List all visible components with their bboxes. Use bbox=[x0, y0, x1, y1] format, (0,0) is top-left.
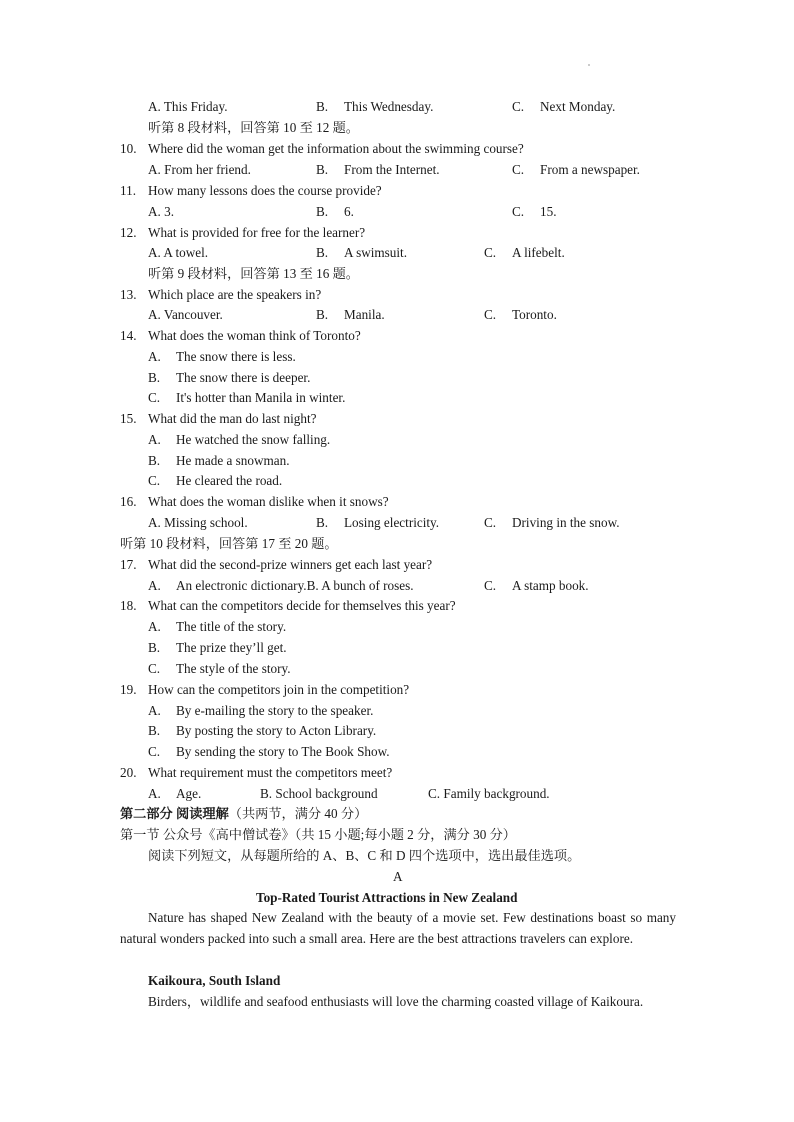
q13-option-b: Manila. bbox=[344, 307, 385, 322]
q17-number: 17. bbox=[120, 557, 137, 572]
q15-text: What did the man do last night? bbox=[148, 411, 317, 426]
q19-option-a-letter: A. bbox=[148, 703, 161, 718]
q10-option-c-letter: C. bbox=[512, 162, 525, 177]
q19-text: How can the competitors join in the competition? bbox=[148, 682, 410, 697]
q12-option-a: A. A towel. bbox=[148, 245, 209, 260]
q18-text: What can the competitors decide for themselves this year? bbox=[148, 598, 456, 613]
section8-instruction: 听第 8 段材料，回答第 10 至 12 题。 bbox=[148, 120, 359, 135]
q9-option-b-letter: B. bbox=[316, 99, 329, 114]
q17-option-a-letter: A. bbox=[148, 578, 161, 593]
q19-option-c-letter: C. bbox=[148, 744, 161, 759]
q9-option-c-letter: C. bbox=[512, 99, 525, 114]
q12-option-b-letter: B. bbox=[316, 245, 329, 260]
q13-number: 13. bbox=[120, 287, 137, 302]
reading-instruction: 阅读下列短文，从每题所给的 A、B、C 和 D 四个选项中，选出最佳选项。 bbox=[148, 848, 581, 863]
q14-number: 14. bbox=[120, 328, 137, 343]
article-intro: Nature has shaped New Zealand with the beauty of a movie set. Few destinations boast so many natural wonders packed into such a small area. Here are the best attractions travelers can explore. bbox=[120, 910, 676, 946]
q14-option-a: The snow there is less. bbox=[176, 349, 296, 364]
q18-option-a: The title of the story. bbox=[176, 619, 287, 634]
q16-option-c-letter: C. bbox=[484, 515, 497, 530]
q16-option-b: Losing electricity. bbox=[344, 515, 440, 530]
q18-option-a-letter: A. bbox=[148, 619, 161, 634]
q19-option-c: By sending the story to The Book Show. bbox=[176, 744, 390, 759]
q13-option-a: A. Vancouver. bbox=[148, 307, 223, 322]
section-one-title: 第一节 公众号《高中僧试卷》（共 15 小题;每小题 2 分，满分 30 分） bbox=[120, 827, 516, 842]
q13-option-c: Toronto. bbox=[512, 307, 557, 322]
q15-option-c: He cleared the road. bbox=[176, 473, 283, 488]
part-two-title: 第二部分 阅读理解 bbox=[120, 806, 229, 821]
q12-option-c: A lifebelt. bbox=[512, 245, 565, 260]
q14-option-b: The snow there is deeper. bbox=[176, 370, 311, 385]
q9-option-a: A. This Friday. bbox=[148, 99, 228, 114]
q20-option-a: Age. bbox=[176, 786, 202, 801]
q18-option-c-letter: C. bbox=[148, 661, 161, 676]
section10-instruction: 听第 10 段材料，回答第 17 至 20 题。 bbox=[120, 536, 338, 551]
q15-number: 15. bbox=[120, 411, 137, 426]
section9-instruction: 听第 9 段材料，回答第 13 至 16 题。 bbox=[148, 266, 359, 281]
q9-option-c: Next Monday. bbox=[540, 99, 616, 114]
q11-option-b-letter: B. bbox=[316, 204, 329, 219]
q20-option-b: B. School background bbox=[260, 786, 378, 801]
q20-text: What requirement must the competitors meet? bbox=[148, 765, 393, 780]
q10-option-c: From a newspaper. bbox=[540, 162, 640, 177]
q16-option-a: A. Missing school. bbox=[148, 515, 248, 530]
q18-option-c: The style of the story. bbox=[176, 661, 291, 676]
q11-option-c-letter: C. bbox=[512, 204, 525, 219]
q9-option-b: This Wednesday. bbox=[344, 99, 434, 114]
q20-number: 20. bbox=[120, 765, 137, 780]
article-subheading: Kaikoura, South Island bbox=[148, 973, 281, 988]
q12-option-c-letter: C. bbox=[484, 245, 497, 260]
q14-option-c-letter: C. bbox=[148, 390, 161, 405]
q12-number: 12. bbox=[120, 225, 137, 240]
q15-option-c-letter: C. bbox=[148, 473, 161, 488]
q16-option-b-letter: B. bbox=[316, 515, 329, 530]
q16-text: What does the woman dislike when it snows? bbox=[148, 494, 389, 509]
q16-number: 16. bbox=[120, 494, 137, 509]
q19-option-b: By posting the story to Acton Library. bbox=[176, 723, 377, 738]
q15-option-b: He made a snowman. bbox=[176, 453, 290, 468]
q10-number: 10. bbox=[120, 141, 137, 156]
passage-letter: A bbox=[393, 869, 403, 884]
q15-option-a-letter: A. bbox=[148, 432, 161, 447]
q11-option-c: 15. bbox=[540, 204, 557, 219]
q12-option-b: A swimsuit. bbox=[344, 245, 408, 260]
q19-option-b-letter: B. bbox=[148, 723, 161, 738]
q20-option-c: C. Family background. bbox=[428, 786, 550, 801]
q13-text: Which place are the speakers in? bbox=[148, 287, 322, 302]
q12-text: What is provided for free for the learner? bbox=[148, 225, 366, 240]
q11-option-b: 6. bbox=[344, 204, 354, 219]
q20-option-a-letter: A. bbox=[148, 786, 161, 801]
q13-option-c-letter: C. bbox=[484, 307, 497, 322]
q15-option-a: He watched the snow falling. bbox=[176, 432, 331, 447]
q19-option-a: By e-mailing the story to the speaker. bbox=[176, 703, 374, 718]
scan-dot bbox=[588, 64, 590, 66]
q11-text: How many lessons does the course provide? bbox=[148, 183, 382, 198]
q15-option-b-letter: B. bbox=[148, 453, 161, 468]
q18-option-b-letter: B. bbox=[148, 640, 161, 655]
q16-option-c: Driving in the snow. bbox=[512, 515, 620, 530]
q17-option-c: A stamp book. bbox=[512, 578, 589, 593]
q10-option-a: A. From her friend. bbox=[148, 162, 251, 177]
article-last-line: Birders，wildlife and seafood enthusiasts will love the charming coasted village of Kaikoura. bbox=[148, 994, 644, 1009]
article-title: Top-Rated Tourist Attractions in New Zealand bbox=[256, 890, 518, 905]
q18-option-b: The prize they’ll get. bbox=[176, 640, 287, 655]
q10-text: Where did the woman get the information about the swimming course? bbox=[148, 141, 524, 156]
q17-option-c-letter: C. bbox=[484, 578, 497, 593]
q11-option-a: A. 3. bbox=[148, 204, 175, 219]
q14-option-c: It's hotter than Manila in winter. bbox=[176, 390, 346, 405]
q14-text: What does the woman think of Toronto? bbox=[148, 328, 361, 343]
q10-option-b: From the Internet. bbox=[344, 162, 440, 177]
q10-option-b-letter: B. bbox=[316, 162, 329, 177]
q18-number: 18. bbox=[120, 598, 137, 613]
part-two-note: （共两节，满分 40 分） bbox=[228, 806, 368, 821]
q19-number: 19. bbox=[120, 682, 137, 697]
q17-text: What did the second-prize winners get each last year? bbox=[148, 557, 433, 572]
q11-number: 11. bbox=[120, 183, 136, 198]
q17-option-a: An electronic dictionary.B. A bunch of roses. bbox=[176, 578, 414, 593]
q14-option-b-letter: B. bbox=[148, 370, 161, 385]
q13-option-b-letter: B. bbox=[316, 307, 329, 322]
part-two-heading bbox=[120, 806, 367, 822]
q14-option-a-letter: A. bbox=[148, 349, 161, 364]
